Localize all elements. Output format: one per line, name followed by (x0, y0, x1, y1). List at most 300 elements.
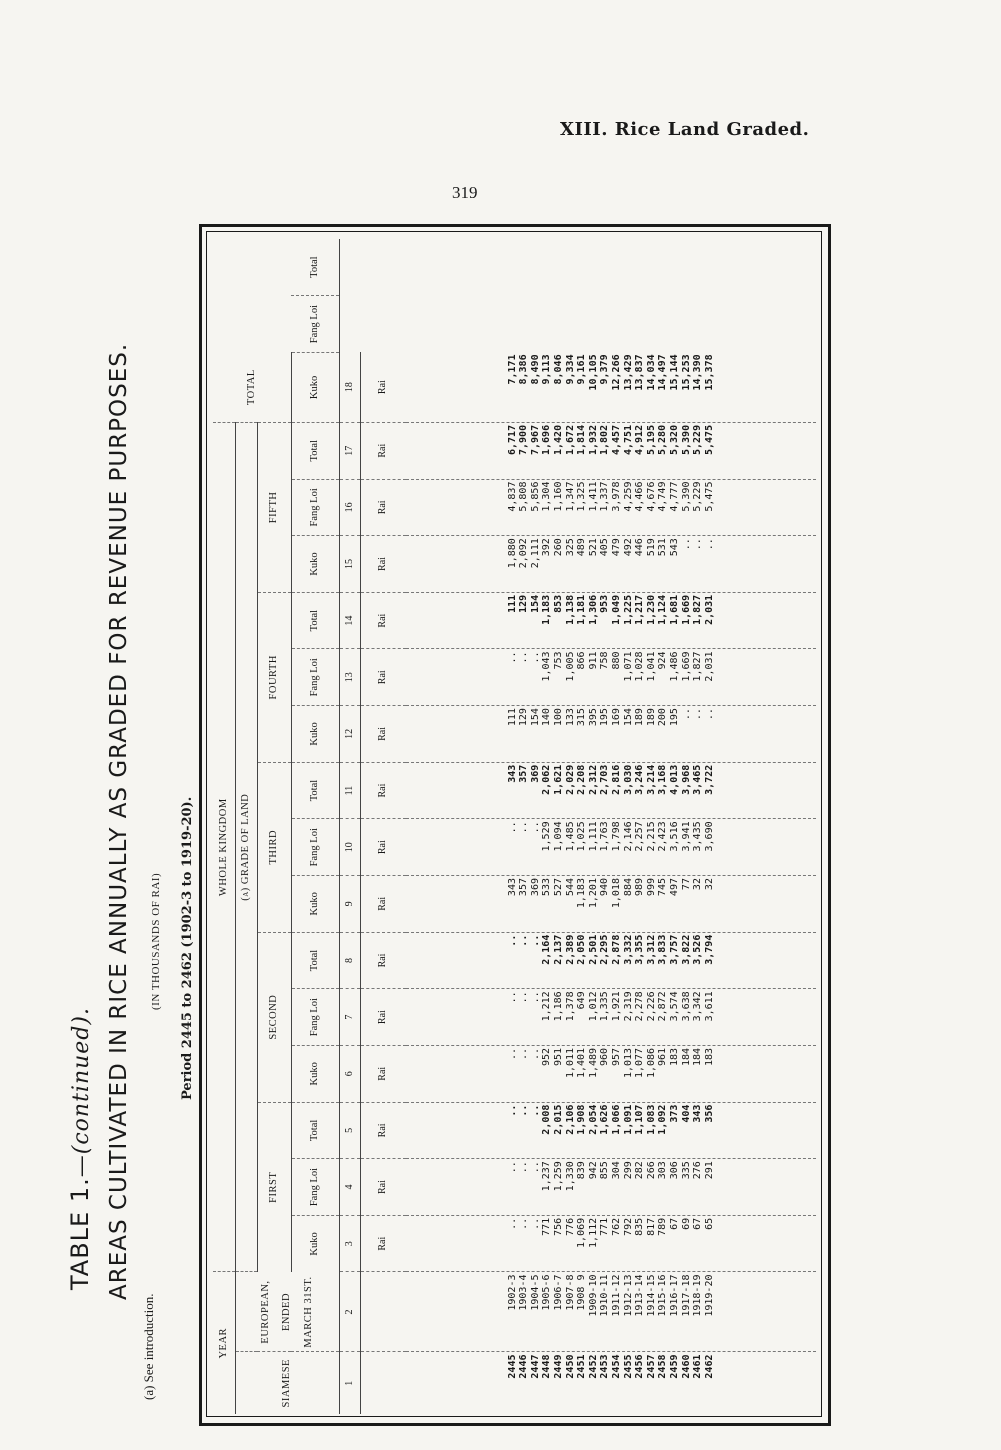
col-fourth-fang (406, 649, 816, 706)
table-cell: 12,266 (611, 354, 622, 391)
table-cell: .. (506, 821, 518, 834)
unit-row (360, 239, 406, 1414)
table-cell: 2449 (553, 1354, 565, 1379)
table-cell: 1,086 (645, 1047, 657, 1079)
table-cell: 1,337 (599, 481, 611, 512)
table-cell: 2,226 (645, 991, 657, 1022)
table-cell: 753 (553, 651, 565, 670)
table-cell: 5,390 (680, 481, 692, 512)
table-cell: 1918-19 (692, 1274, 704, 1317)
period-note: Period 2445 to 2462 (1902-3 to 1919-20). (180, 796, 195, 1100)
table-cell: .. (506, 991, 518, 1004)
table-title-number: TABLE 1. (66, 1177, 94, 1290)
table-cell: 9,113 (541, 354, 553, 385)
unit-label: Rai (360, 819, 406, 876)
table-cell: 67 (668, 1217, 680, 1230)
table-cell: 306 (668, 1161, 680, 1180)
table-cell: 2,008 (541, 1104, 553, 1135)
table-cell: 1,485 (564, 821, 576, 852)
table-cell: 4,466 (634, 481, 646, 512)
unit-label: Rai (360, 649, 406, 706)
column-number: 1 (339, 1352, 360, 1414)
table-cell: 2460 (680, 1354, 692, 1379)
table-cell: 357 (518, 764, 530, 783)
column-number: 10 (339, 819, 360, 876)
table-cell: 1914-15 (645, 1274, 657, 1317)
table-cell: 129 (518, 708, 530, 727)
table-cell: 184 (680, 1047, 692, 1066)
sub-fang-loi: Fang Loi (291, 989, 339, 1046)
column-number: 14 (339, 592, 360, 649)
unit-label: Rai (360, 1215, 406, 1272)
table-cell: 1,183 (541, 594, 553, 625)
table-cell: 3,757 (668, 934, 680, 965)
unit-label: Rai (360, 536, 406, 593)
table-cell: 282 (634, 1161, 646, 1180)
table-cell: 2,319 (622, 991, 634, 1022)
table-cell: 497 (668, 878, 680, 897)
table-cell: 111 (506, 594, 518, 613)
table-cell: 3,465 (692, 764, 704, 795)
table-cell: .. (518, 1104, 530, 1117)
table-cell: 2,146 (622, 821, 634, 852)
table-cell: 1,066 (611, 1104, 622, 1135)
table-cell: 531 (657, 538, 669, 557)
column-number: 12 (339, 706, 360, 763)
table-cell: 154 (622, 708, 634, 727)
table-cell: 183 (668, 1047, 680, 1066)
table-cell: 2,278 (634, 991, 646, 1022)
table-cell: 1,181 (576, 594, 588, 625)
table-cell: 2,215 (645, 821, 657, 852)
table-cell: 1,212 (541, 991, 553, 1022)
table-cell: 5,195 (645, 424, 657, 455)
table-cell: .. (518, 1161, 530, 1174)
table-cell: 5,320 (668, 424, 680, 455)
table-cell: .. (518, 651, 530, 664)
table-cell: 1,049 (611, 594, 622, 625)
table-cell: 195 (668, 708, 680, 727)
table-cell: 392 (541, 538, 553, 557)
table-cell: 1,335 (599, 991, 611, 1022)
table-cell: 771 (541, 1217, 553, 1236)
table-cell: 835 (634, 1217, 646, 1236)
table-cell: 4,259 (622, 481, 634, 512)
table-cell: 789 (657, 1217, 669, 1236)
table-cell: 762 (611, 1217, 622, 1236)
table-cell: .. (529, 651, 541, 664)
table-cell: 855 (599, 1161, 611, 1180)
table-cell: .. (506, 934, 518, 947)
table-cell: 924 (657, 651, 669, 670)
table-cell: 1,529 (541, 821, 553, 852)
footnote: (a) See introduction. (141, 1293, 156, 1400)
table-cell: 2448 (541, 1354, 553, 1379)
table-cell: 14,497 (657, 354, 669, 391)
table-cell: 4,837 (506, 481, 518, 512)
table-cell: 303 (657, 1161, 669, 1180)
table-cell: 4,013 (668, 764, 680, 795)
table-cell: .. (529, 821, 541, 834)
table-cell: 961 (657, 1047, 669, 1066)
table-cell: 3,968 (680, 764, 692, 795)
table-cell: 299 (622, 1161, 634, 1180)
unit-label: Rai (360, 706, 406, 763)
table-cell: 1903-4 (518, 1274, 530, 1311)
col-second-kuko (406, 1045, 816, 1102)
table-cell: 335 (680, 1161, 692, 1180)
table-cell: .. (518, 1047, 530, 1060)
table-cell: 2,062 (541, 764, 553, 795)
table-cell: .. (692, 538, 704, 551)
col-first-total (406, 1102, 816, 1159)
table-cell: 189 (645, 708, 657, 727)
col-european (406, 1272, 816, 1352)
column-number: 15 (339, 536, 360, 593)
data-row (406, 239, 816, 1414)
sub-total: Total (291, 1102, 339, 1159)
table-cell: 2,111 (529, 538, 541, 569)
table-cell: .. (506, 1047, 518, 1060)
table-cell: 266 (645, 1161, 657, 1180)
table-cell: 533 (541, 878, 553, 897)
table-cell: 2,029 (564, 764, 576, 795)
table-cell: 3,355 (634, 934, 646, 965)
table-cell: 489 (576, 538, 588, 557)
rice-land-table (213, 239, 816, 1414)
sub-fang-loi: Fang Loi (291, 649, 339, 706)
table-cell: 3,516 (668, 821, 680, 852)
table-cell: 4,749 (657, 481, 669, 512)
table-cell: 951 (553, 1047, 565, 1066)
table-cell: 2,031 (703, 594, 715, 625)
table-cell: 817 (645, 1217, 657, 1236)
table-cell: 2,295 (599, 934, 611, 965)
table-cell: 884 (622, 878, 634, 897)
column-number: 2 (339, 1272, 360, 1352)
table-cell: 1,186 (553, 991, 565, 1022)
table-cell: 2447 (529, 1354, 541, 1379)
table-cell: 1,012 (587, 991, 599, 1022)
table-cell: 15,144 (668, 354, 680, 391)
table-cell: 1904-5 (529, 1274, 541, 1311)
table-cell: .. (506, 1217, 518, 1230)
col-second-fang (406, 989, 816, 1046)
table-cell: 325 (564, 538, 576, 557)
table-cell: .. (518, 1217, 530, 1230)
table-cell: 1915-16 (657, 1274, 669, 1317)
table-cell: .. (506, 651, 518, 664)
sub-total: Total (291, 762, 339, 819)
table-cell: 911 (587, 651, 599, 670)
table-cell: 343 (506, 764, 518, 783)
rotated-table (213, 239, 816, 1414)
table-cell: 1,486 (668, 651, 680, 682)
table-cell: 2453 (599, 1354, 611, 1379)
table-cell: 4,751 (622, 424, 634, 455)
column-number: 13 (339, 649, 360, 706)
table-cell: 1,092 (657, 1104, 669, 1135)
table-cell: 7,171 (506, 354, 518, 385)
unit-label: Rai (360, 352, 406, 422)
table-cell: 957 (611, 1047, 622, 1066)
table-cell: 183 (703, 1047, 715, 1066)
col-third-fang (406, 819, 816, 876)
col-third-kuko (406, 876, 816, 933)
column-number: 16 (339, 479, 360, 536)
unit-label: Rai (360, 932, 406, 989)
table-cell: 2450 (564, 1354, 576, 1379)
table-cell: 2459 (668, 1354, 680, 1379)
table-cell: .. (506, 1161, 518, 1174)
table-cell: 9,379 (599, 354, 611, 385)
table-cell: .. (529, 1104, 541, 1117)
table-cell: 1913-14 (634, 1274, 646, 1317)
table-cell: 8,386 (518, 354, 530, 385)
table-cell: 3,526 (692, 934, 704, 965)
table-cell: 1,330 (564, 1161, 576, 1192)
table-cell: 1,138 (564, 594, 576, 625)
unit-label: Rai (360, 479, 406, 536)
table-cell: 1,077 (634, 1047, 646, 1079)
column-number: 17 (339, 422, 360, 479)
table-cell: 479 (611, 538, 622, 557)
table-cell: 2461 (692, 1354, 704, 1379)
table-cell: 1,237 (541, 1161, 553, 1192)
table-cell: 521 (587, 538, 599, 557)
table-cell: 2,031 (703, 651, 715, 682)
table-cell: 2,878 (611, 934, 622, 965)
table-cell: 1,681 (668, 594, 680, 625)
col-fourth-kuko (406, 706, 816, 763)
table-cell: 2456 (634, 1354, 646, 1379)
table-cell: 2,389 (564, 934, 576, 965)
header-march-label: MARCH 31ST. (302, 1276, 314, 1348)
table-cell: .. (703, 538, 715, 551)
table-cell: 1912-13 (622, 1274, 634, 1317)
table-cell: 1909-10 (587, 1274, 599, 1317)
table-cell: 1,005 (564, 651, 576, 682)
table-cell: 1,107 (634, 1104, 646, 1135)
table-cell: 9,161 (576, 354, 588, 385)
header-whole-kingdom: WHOLE KINGDOM (213, 422, 235, 1272)
col-third-total (406, 762, 816, 819)
table-cell: 543 (668, 538, 680, 557)
col-second-total (406, 932, 816, 989)
table-cell: 3,214 (645, 764, 657, 795)
table-cell: 343 (692, 1104, 704, 1123)
sub-total: Total (291, 592, 339, 649)
table-cell: 13,429 (622, 354, 634, 391)
table-cell: 7,900 (518, 424, 530, 455)
table-cell: 1,217 (634, 594, 646, 625)
table-cell: 32 (703, 878, 715, 891)
table-cell: 357 (518, 878, 530, 897)
column-number: 9 (339, 876, 360, 933)
sub-kuko: Kuko (291, 1045, 339, 1102)
table-cell: 758 (599, 651, 611, 670)
table-cell: 154 (529, 594, 541, 613)
table-cell: 260 (553, 538, 565, 557)
unit-label (360, 1352, 406, 1414)
sub-kuko: Kuko (291, 706, 339, 763)
sub-fang-loi: Fang Loi (291, 296, 339, 353)
table-cell: 2446 (518, 1354, 530, 1379)
column-number: 6 (339, 1045, 360, 1102)
table-cell: 1,111 (587, 821, 599, 852)
table-cell: 184 (692, 1047, 704, 1066)
table-cell: 866 (576, 651, 588, 670)
table-cell: 3,332 (622, 934, 634, 965)
table-cell: .. (518, 934, 530, 947)
unit-label: Rai (360, 1102, 406, 1159)
table-cell: 1,378 (564, 991, 576, 1022)
table-cell: 13,837 (634, 354, 646, 391)
table-cell: 3,312 (645, 934, 657, 965)
table-cell: 129 (518, 594, 530, 613)
header-third: THIRD (257, 762, 291, 932)
header-ended-label: ENDED (281, 1292, 293, 1332)
table-cell: 2,137 (553, 934, 565, 965)
sub-fang-loi: Fang Loi (291, 479, 339, 536)
table-cell: 1908 9 (576, 1274, 588, 1311)
table-cell: 2,092 (518, 538, 530, 569)
table-cell: 2,872 (657, 991, 669, 1022)
unit-label: Rai (360, 592, 406, 649)
table-cell: 1,201 (587, 878, 599, 909)
table-cell: 1917-18 (680, 1274, 692, 1317)
table-cell: 2,208 (576, 764, 588, 795)
table-cell: 67 (692, 1217, 704, 1230)
table-cell: 3,978 (611, 481, 622, 512)
table-cell: 32 (692, 878, 704, 891)
table-cell: 1,401 (576, 1047, 588, 1079)
table-cell: 133 (564, 708, 576, 727)
table-cell: 1,259 (553, 1161, 565, 1192)
table-cell: 3,574 (668, 991, 680, 1022)
table-cell: 446 (634, 538, 646, 557)
table-cell: 1919-20 (703, 1274, 715, 1317)
table-cell: 649 (576, 991, 588, 1010)
table-cell: 2452 (587, 1354, 599, 1379)
table-cell: 953 (599, 594, 611, 613)
table-cell: 1907-8 (564, 1274, 576, 1311)
table-cell: 2,106 (564, 1104, 576, 1135)
table-cell: 1,112 (587, 1217, 599, 1248)
header-grade-of-land: (a) GRADE OF LAND (235, 422, 257, 1272)
col-first-fang (406, 1159, 816, 1216)
table-cell: 1,124 (657, 594, 669, 625)
table-cell: 3,611 (703, 991, 715, 1022)
table-cell: 1,411 (587, 481, 599, 512)
table-cell: 1,696 (541, 424, 553, 455)
sub-total: Total (291, 239, 339, 296)
table-cell: 1,908 (576, 1104, 588, 1135)
table-cell: 952 (541, 1047, 553, 1066)
table-cell: 405 (599, 538, 611, 557)
table-cell: 3,794 (703, 934, 715, 965)
column-number-row (339, 239, 360, 1414)
table-cell: 1,225 (622, 594, 634, 625)
col-fifth-kuko (406, 536, 816, 593)
table-cell: 989 (634, 878, 646, 897)
unit-label (360, 1272, 406, 1352)
table-cell: 1,347 (564, 481, 576, 512)
unit-label: Rai (360, 1159, 406, 1216)
table-cell: 4,912 (634, 424, 646, 455)
table-cell: 1906-7 (553, 1274, 565, 1311)
unit-label: Rai (360, 1045, 406, 1102)
table-cell: 1,669 (680, 651, 692, 682)
table-cell: 1,763 (599, 821, 611, 852)
table-cell: 1911-12 (611, 1274, 622, 1317)
table-cell: 2455 (622, 1354, 634, 1379)
header-european (235, 1272, 339, 1352)
sub-kuko: Kuko (291, 1215, 339, 1272)
table-cell: 1,932 (587, 424, 599, 455)
table-cell: 3,822 (680, 934, 692, 965)
header-second: SECOND (257, 932, 291, 1102)
table-cell: .. (529, 1161, 541, 1174)
table-cell: 940 (599, 878, 611, 897)
table-cell: 1910-11 (599, 1274, 611, 1317)
table-cell: 14,390 (692, 354, 704, 391)
table-cell: 6,717 (506, 424, 518, 455)
table-cell: .. (680, 538, 692, 551)
table-cell: 1,827 (692, 594, 704, 625)
table-cell: 1,160 (553, 481, 565, 512)
table-cell: 5,280 (657, 424, 669, 455)
table-cell: 3,833 (657, 934, 669, 965)
col-fifth-fang (406, 479, 816, 536)
table-cell: 2,703 (599, 764, 611, 795)
header-total: TOTAL (213, 352, 291, 422)
table-cell: 2,816 (611, 764, 622, 795)
table-cell: 1,669 (680, 594, 692, 625)
table-cell: .. (680, 708, 692, 721)
header-first: FIRST (257, 1102, 291, 1272)
table-cell: 140 (541, 708, 553, 727)
table-cell: 1,489 (587, 1047, 599, 1079)
table-title-continued: —(continued). (69, 1007, 94, 1178)
table-cell: 1,802 (599, 424, 611, 455)
table-cell: 776 (564, 1217, 576, 1236)
col-fourth-total (406, 592, 816, 649)
table-cell: 880 (611, 651, 622, 670)
table-cell: 756 (553, 1217, 565, 1236)
table-title (66, 390, 94, 1290)
unit-label: Rai (360, 876, 406, 933)
table-cell: 3,638 (680, 991, 692, 1022)
table-cell: 942 (587, 1161, 599, 1180)
table-cell: .. (518, 991, 530, 1004)
table-cell: 15,378 (703, 354, 715, 391)
page-number: 319 (452, 183, 478, 202)
column-number: 11 (339, 762, 360, 819)
table-cell: 1,183 (576, 878, 588, 909)
table-cell: 14,034 (645, 354, 657, 391)
table-cell: 1,025 (576, 821, 588, 852)
header-siamese: SIAMESE (235, 1352, 339, 1414)
table-cell: 519 (645, 538, 657, 557)
table-subtitle: AREAS CULTIVATED IN RICE ANNUALLY AS GRADED FOR REVENUE PURPOSES. (106, 342, 132, 1300)
table-cell: 356 (703, 1104, 715, 1123)
table-cell: 771 (599, 1217, 611, 1236)
table-cell: 1,880 (506, 538, 518, 569)
table-cell: 373 (668, 1104, 680, 1123)
table-cell: 2,312 (587, 764, 599, 795)
header-fourth: FOURTH (257, 592, 291, 762)
